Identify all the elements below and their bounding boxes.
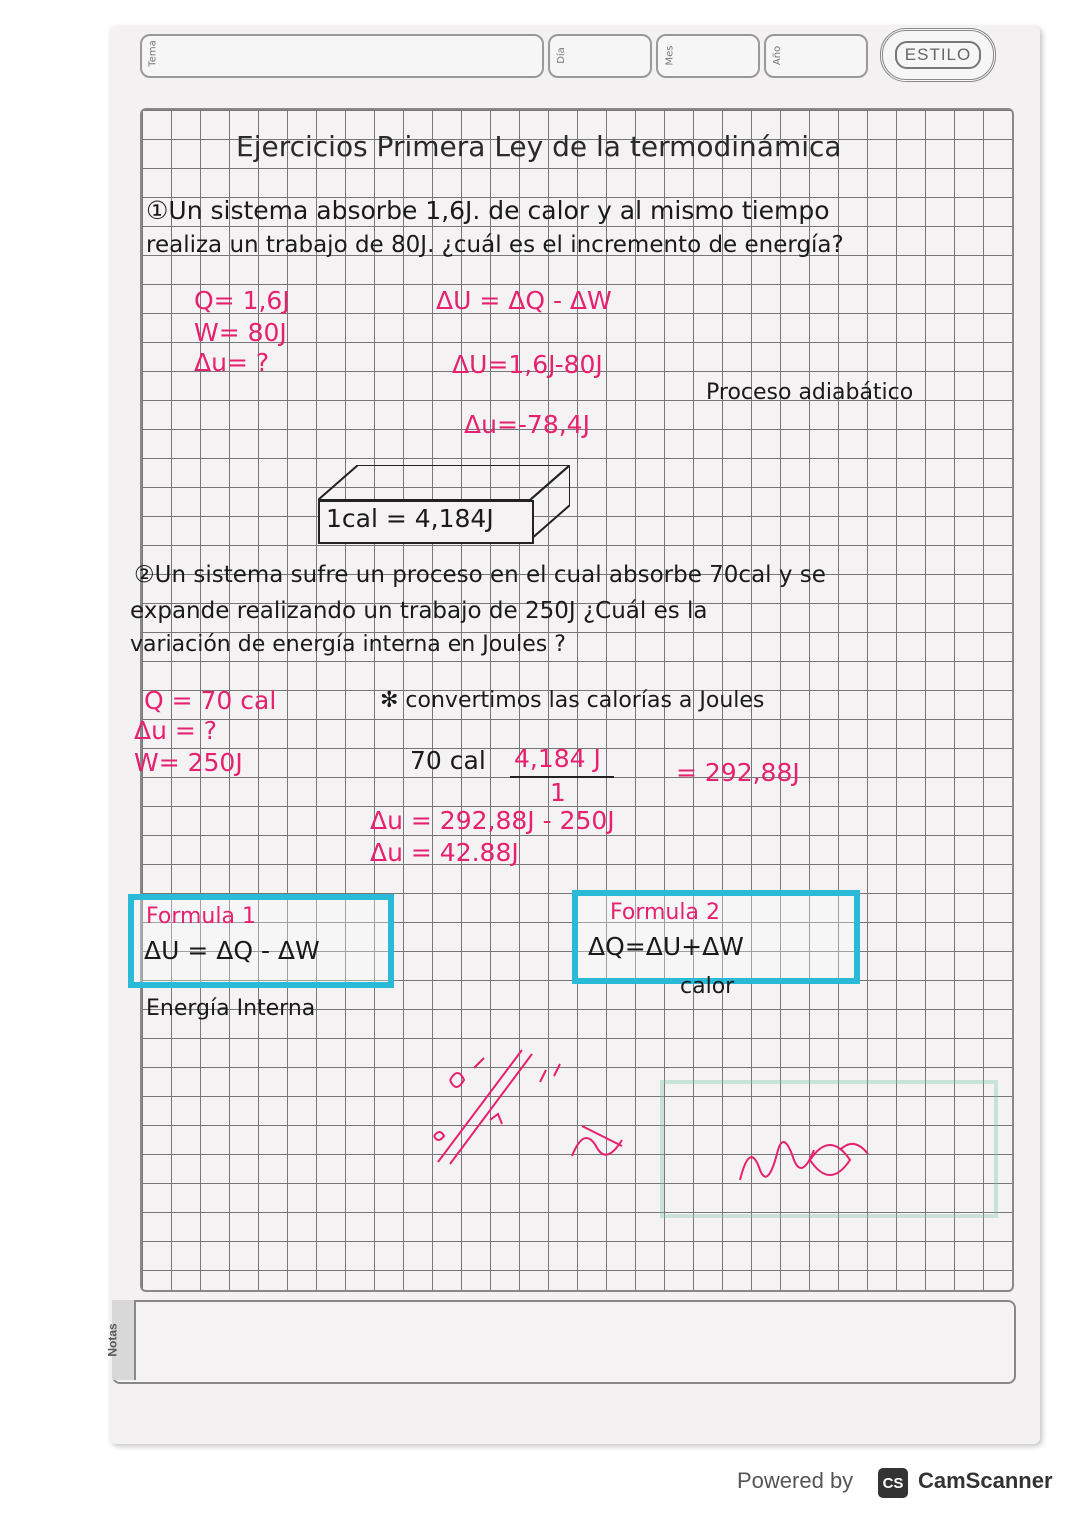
problem1-line2: realiza un trabajo de 80J. ¿cuál es el incremento de energía? (146, 232, 844, 258)
conv-left: 70 cal (410, 746, 486, 775)
problem2-line2: expande realizando un trabajo de 250J ¿Cuál es la (130, 598, 708, 624)
camscanner-logo-icon: CS (878, 1468, 908, 1498)
mes-label: Mes (664, 45, 676, 66)
signature-mark (730, 1120, 910, 1200)
p2-step2: Δu = 42.88J (370, 838, 519, 867)
given-w: W= 80J (194, 318, 287, 347)
problem2-line1: ②Un sistema sufre un proceso en el cual absorbe 70cal y se (134, 562, 826, 588)
result-line: Δu=-78,4J (464, 410, 590, 439)
formula1-expr: ΔU = ΔQ - ΔW (144, 936, 320, 965)
formula1-label: Formula 1 (146, 904, 256, 929)
tema-box (140, 34, 544, 78)
conversion-text: 1cal = 4,184J (326, 504, 494, 533)
camscanner-brand: CamScanner (918, 1468, 1053, 1493)
p2-given-u: Δu = ? (134, 716, 218, 745)
estilo-text: ESTILO (895, 41, 981, 69)
conv-result: = 292,88J (676, 758, 800, 787)
notas-label: Notas (105, 1323, 120, 1357)
date-stamp-mark (420, 1040, 660, 1170)
problem1-line1: ①Un sistema absorbe 1,6J. de calor y al mismo tiempo (146, 196, 830, 225)
tema-label: Tema (147, 40, 159, 67)
p2-given-q: Q = 70 cal (144, 686, 277, 715)
conv-numerator: 4,184 J (514, 744, 601, 773)
p2-given-w: W= 250J (134, 748, 243, 777)
given-u: Δu= ? (194, 348, 270, 377)
formula-line: ΔU = ΔQ - ΔW (436, 286, 612, 315)
p2-step1: Δu = 292,88J - 250J (370, 806, 615, 835)
formula2-caption: calor (680, 974, 735, 999)
conv-denominator: 1 (550, 778, 566, 807)
notas-box (112, 1300, 1016, 1384)
problem2-line3: variación de energía interna en Joules ? (130, 632, 566, 657)
powered-by-text: Powered by (737, 1468, 854, 1493)
estilo-badge (880, 28, 996, 82)
formula1-caption: Energía Interna (146, 996, 316, 1021)
page-title: Ejercicios Primera Ley de la termodinámica (236, 130, 842, 163)
convert-note: ✻ convertimos las calorías a Joules (380, 688, 765, 713)
formula2-expr: ΔQ=ΔU+ΔW (588, 932, 744, 961)
formula2-label: Formula 2 (610, 900, 720, 925)
dia-label: Día (555, 47, 567, 64)
ano-label: Año (772, 45, 784, 66)
substitution-line: ΔU=1,6J-80J (452, 350, 603, 379)
adiabatic-note: Proceso adiabático (706, 380, 914, 405)
given-q: Q= 1,6J (194, 286, 290, 315)
